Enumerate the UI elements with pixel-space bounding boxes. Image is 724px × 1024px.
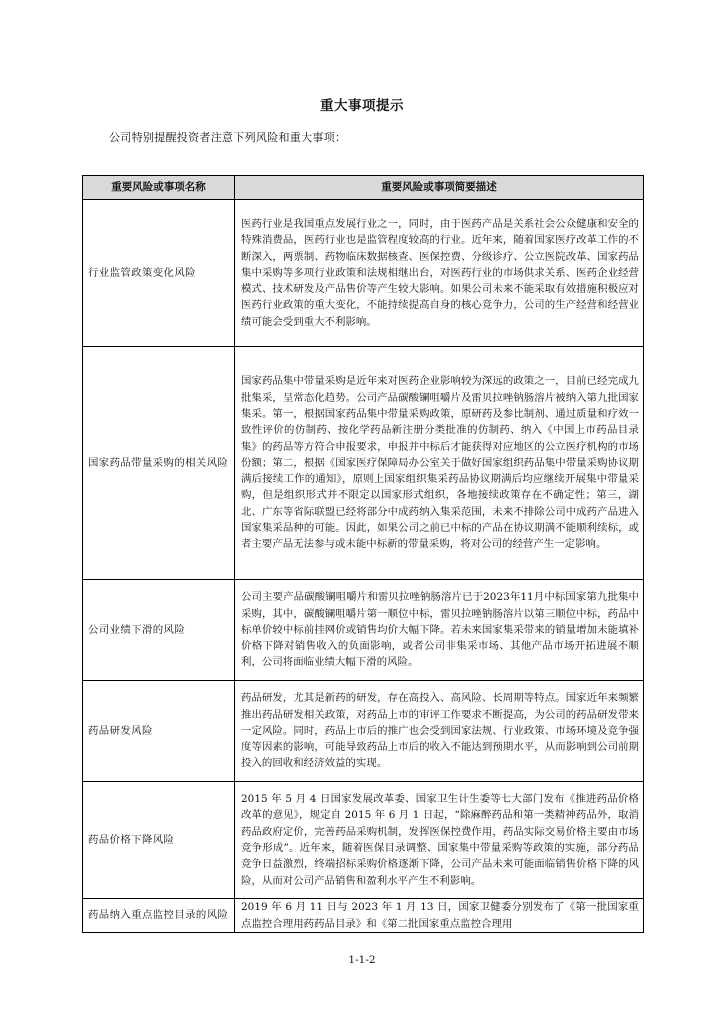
risk-name: 国家药品带量采购的相关风险	[83, 347, 235, 580]
table-row	[83, 899, 644, 933]
table-row	[83, 200, 644, 347]
risk-description: 药品研发，尤其是新药的研发，存在高投入、高风险、长周期等特点。国家近年来频繁推出药品研发相关政策，对药品上市的审评工作要求不断提高，为公司的药品研发带来一定风险。同时，药品上市后的推广也会受到国家法规、行业政策、市场环境及竞争强度等因素的影响，可能导致药品上市后的收入不能达到预期水平，从而影响到公司前期投入的回收和经济效益的实现。	[235, 681, 644, 782]
page-title: 重大事项提示	[320, 98, 404, 114]
risk-name: 公司业绩下滑的风险	[83, 580, 235, 681]
header-risk-description: 重要风险或事项简要描述	[235, 176, 644, 200]
risk-description: 2019 年 6 月 11 日与 2023 年 1 月 13 日，国家卫健委分别发布了《第一批国家重点监控合理用药药品目录》和《第二批国家重点监控合理用	[235, 899, 644, 933]
page-number: 1-1-2	[348, 954, 376, 966]
header-risk-name: 重要风险或事项名称	[83, 176, 235, 200]
risk-name: 药品纳入重点监控目录的风险	[83, 899, 235, 933]
table-header-row	[83, 176, 644, 200]
table-row	[83, 347, 644, 580]
risk-table	[82, 175, 644, 933]
table-row	[83, 580, 644, 681]
risk-name: 药品研发风险	[83, 681, 235, 782]
risk-description: 国家药品集中带量采购是近年来对医药企业影响较为深远的政策之一，目前已经完成九批集采，呈常态化趋势。公司产品碳酸镧咀嚼片及雷贝拉唑钠肠溶片被纳入第九批国家集采。第一，根据国家药品集中带量采购政策，原研药及参比制剂、通过质量和疗效一致性评价的仿制药、按化学药品新注册分类批准的仿制药、纳入《中国上市药品目录集》的药品等方符合申报要求，申报并中标后才能获得对应地区的公立医疗机构的市场份额；第二，根据《国家医疗保障局办公室关于做好国家组织药品集中带量采购协议期满后接续工作的通知》，原则上国家组织集采药品协议期满后均应继续开展集中带量采购，但是组织形式并不限定以国家形式组织，各地接续政策存在不确定性；第三，湖北、广东等省际联盟已经将部分中成药纳入集采范围，未来不排除公司中成药产品进入国家集采品种的可能。因此，如果公司之前已中标的产品在协议期满不能顺利续标，或者主要产品无法参与或未能中标新的带量采购，将对公司的经营产生一定影响。	[235, 347, 644, 580]
table-row	[83, 782, 644, 899]
risk-description: 医药行业是我国重点发展行业之一，同时，由于医药产品是关系社会公众健康和安全的特殊消费品，医药行业也是监管程度较高的行业。近年来，随着国家医疗改革工作的不断深入，两票制、药物临床数据核查、医保控费、分级诊疗、公立医院改革、国家药品集中采购等多项行业政策和法规相继出台，对医药行业的市场供求关系、医药企业经营模式、技术研发及产品售价等产生较大影响。如果公司未来不能采取有效措施积极应对医药行业政策的重大变化，不能持续提高自身的核心竞争力，公司的生产经营和经营业绩可能会受到重大不利影响。	[235, 200, 644, 347]
risk-name: 行业监管政策变化风险	[83, 200, 235, 347]
intro-text: 公司特别提醒投资者注意下列风险和重大事项：	[109, 131, 347, 144]
risk-description: 公司主要产品碳酸镧咀嚼片和雷贝拉唑钠肠溶片已于2023年11月中标国家第九批集中采购，其中，碳酸镧咀嚼片第一顺位中标，雷贝拉唑钠肠溶片以第三顺位中标，药品中标单价较中标前挂网价或销售均价大幅下降。若未来国家集采带来的销量增加未能填补价格下降对销售收入的负面影响，或者公司非集采市场、其他产品市场开拓进展不顺利，公司将面临业绩大幅下滑的风险。	[235, 580, 644, 681]
risk-description: 2015 年 5 月 4 日国家发展改革委、国家卫生计生委等七大部门发布《推进药品价格改革的意见》，规定自 2015 年 6 月 1 日起，“除麻醉药品和第一类精神药品外，取消药品政府定价，完善药品采购机制，发挥医保控费作用，药品实际交易价格主要由市场竞争形成”。近年来，随着医保目录调整、国家集中带量采购等政策的实施，部分药品竞争日益激烈，终端招标采购价格逐渐下降，公司产品未来可能面临销售价格下降的风险，从而对公司产品销售和盈利水平产生不利影响。	[235, 782, 644, 899]
risk-name: 药品价格下降风险	[83, 782, 235, 899]
table-row	[83, 681, 644, 782]
